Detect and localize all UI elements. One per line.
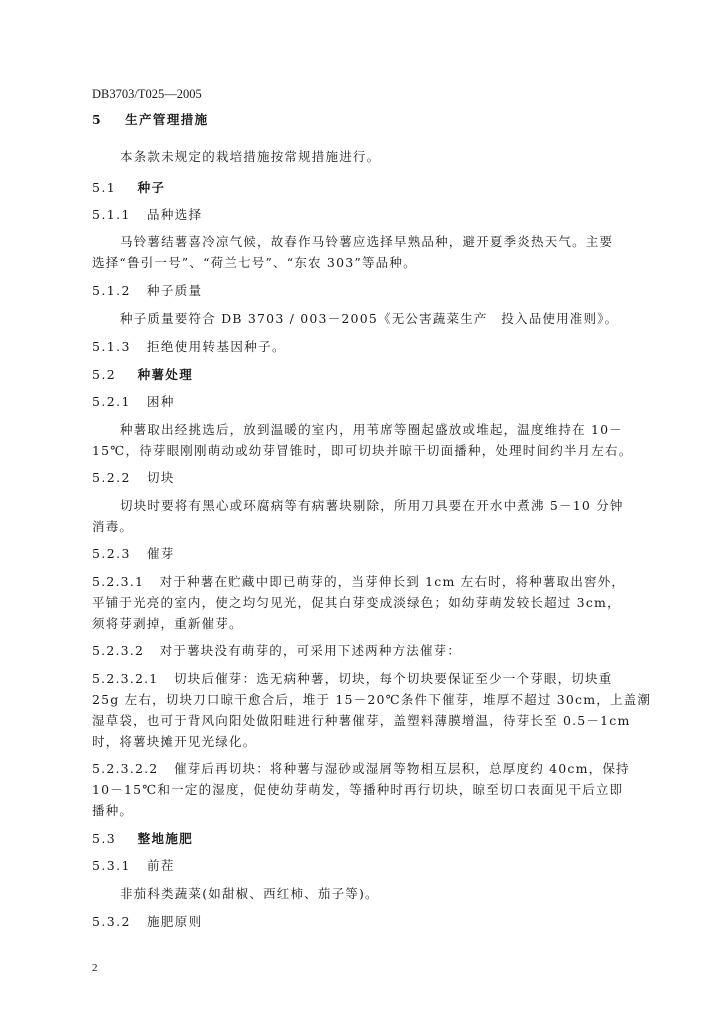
paragraph-line: 25g 左右，切块刀口晾干愈合后，堆于 15－20℃条件下催芽，堆厚不超过 30cm，上盖潮 (92, 692, 652, 707)
section-title: 种子 (137, 180, 166, 195)
section-number: 5.3.2 (92, 914, 131, 929)
paragraph-line: 马铃薯结薯喜冷凉气候，故春作马铃薯应选择早熟品种，避开夏季炎热天气。主要 (120, 234, 614, 249)
clause-number: 5.2.3.2.2 (92, 761, 159, 776)
paragraph-line: 非茄科类蔬菜(如甜椒、西红柿、茄子等)。 (120, 886, 379, 901)
section-number: 5.2.2 (92, 470, 131, 485)
clause-text: 对于薯块没有萌芽的，可采用下述两种方法催芽： (159, 643, 462, 658)
section-5-1-2-heading (92, 283, 203, 299)
section-5-1-1-heading (92, 207, 203, 223)
paragraph-line (92, 574, 625, 590)
paragraph-line: 种子质量要符合 DB 3703 / 003－2005《无公害蔬菜生产 投入品使用准则》。 (120, 311, 619, 326)
section-number: 5.1.3 (92, 339, 131, 354)
section-number: 5.3 (92, 831, 117, 846)
section-number: 5.2.3 (92, 546, 131, 561)
clause-text: 切块后催芽：选无病种薯，切块，每个切块要保证至少一个芽眼，切块重 (174, 671, 613, 686)
section-title: 生产管理措施 (125, 112, 209, 127)
section-5-2-3-heading (92, 546, 175, 562)
paragraph-line: 种薯取出经挑选后，放到温暖的室内，用苇席等圈起盛放或堆起，温度维持在 10－ (120, 422, 623, 437)
section-5-2-heading (92, 367, 193, 383)
section-number: 5.2 (92, 367, 117, 382)
section-5-intro: 本条款未规定的栽培措施按常规措施进行。 (120, 149, 381, 164)
clause-text: 对于种薯在贮藏中即已萌芽的，当芽伸长到 1cm 左右时，将种薯取出窖外， (159, 574, 626, 589)
section-5-3-heading (92, 831, 193, 847)
clause-number: 5.2.3.1 (92, 574, 145, 589)
paragraph-line: 须将芽剥掉，重新催芽。 (92, 616, 243, 631)
paragraph-line: 15℃，待芽眼刚刚萌动或幼芽冒锥时，即可切块并晾干切面播种，处理时间约半月左右。 (92, 443, 633, 458)
section-title: 整地施肥 (137, 831, 194, 846)
section-title: 品种选择 (146, 207, 203, 222)
paragraph-line: 湿草袋，也可于背风向阳处做阳畦进行种薯催芽，盖塑料薄膜增温，待芽长至 0.5－1cm (92, 713, 631, 728)
section-title: 种薯处理 (137, 367, 194, 382)
paragraph-line (92, 761, 630, 777)
section-title: 拒绝使用转基因种子。 (146, 339, 286, 354)
section-5-1-heading (92, 180, 165, 196)
section-number: 5 (92, 112, 103, 127)
paragraph-line: 切块时要将有黑心或环腐病等有病薯块剔除，所用刀具要在开水中煮沸 5－10 分钟 (120, 498, 624, 513)
section-5-2-2-heading (92, 470, 175, 486)
page-number: 2 (92, 962, 98, 974)
paragraph-line: 消毒。 (92, 519, 134, 534)
section-number: 5.3.1 (92, 858, 131, 873)
paragraph-line (92, 643, 461, 659)
section-title: 种子质量 (146, 283, 203, 298)
paragraph-line: 选择“鲁引一号”、“荷兰七号”、“东农 303”等品种。 (92, 255, 417, 270)
section-number: 5.1 (92, 180, 117, 195)
section-title: 切块 (146, 470, 175, 485)
section-title: 困种 (146, 394, 175, 409)
paragraph-line: 时，将薯块摊开见光绿化。 (92, 734, 257, 749)
section-5-3-2-heading (92, 914, 203, 930)
clause-text: 催芽后再切块：将种薯与湿砂或湿屑等物相互层积，总厚度约 40cm，保持 (174, 761, 630, 776)
section-title: 前茬 (146, 858, 175, 873)
section-5-2-1-heading (92, 394, 175, 410)
clause-number: 5.2.3.2.1 (92, 671, 159, 686)
section-5-heading (92, 112, 209, 128)
section-5-3-1-heading (92, 858, 175, 874)
paragraph-line: 平铺于光亮的室内，使之均匀见光，促其白芽变成淡绿色；如幼芽萌发较长超过 3cm， (92, 595, 621, 610)
paragraph-line: 10－15℃和一定的湿度，促使幼芽萌发，等播种时再行切块，晾至切口表面见干后立即 (92, 782, 624, 797)
section-title: 施肥原则 (146, 914, 203, 929)
paragraph-line (92, 671, 612, 687)
section-number: 5.2.1 (92, 394, 131, 409)
section-title: 催芽 (146, 546, 175, 561)
section-5-1-3-heading (92, 339, 286, 355)
document-code-header: DB3703/T025—2005 (92, 87, 202, 101)
section-number: 5.1.2 (92, 283, 131, 298)
section-number: 5.1.1 (92, 207, 131, 222)
clause-number: 5.2.3.2 (92, 643, 145, 658)
paragraph-line: 播种。 (92, 803, 134, 818)
